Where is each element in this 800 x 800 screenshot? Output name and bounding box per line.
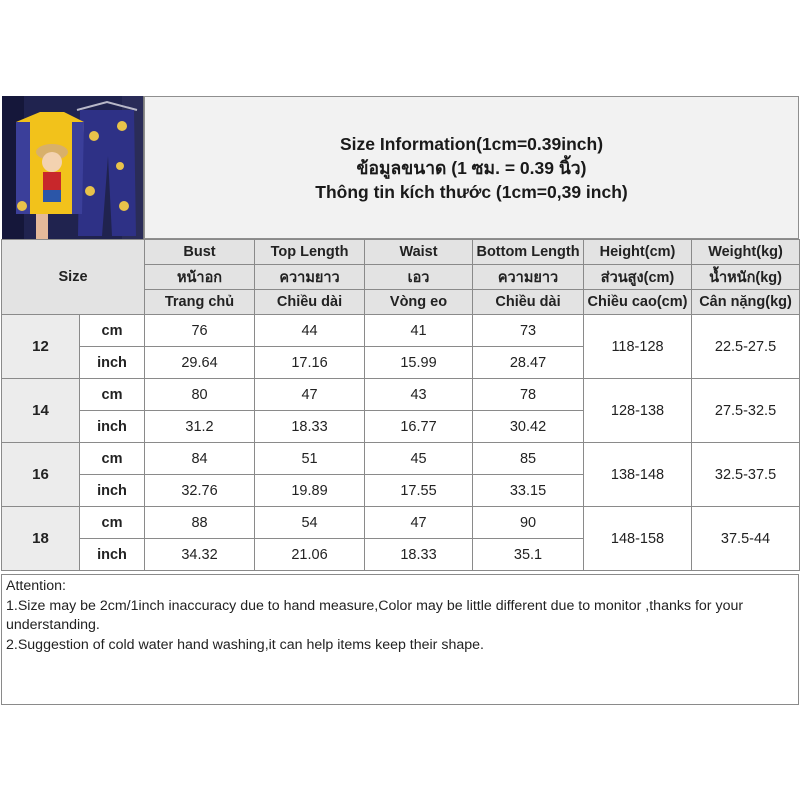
waist-value: 17.55 xyxy=(365,475,473,507)
unit-label: cm xyxy=(80,443,145,475)
header-top-length: Top Length xyxy=(255,240,365,265)
header-weight-vi: Cân nặng(kg) xyxy=(692,290,800,315)
waist-value: 41 xyxy=(365,315,473,347)
waist-value: 16.77 xyxy=(365,411,473,443)
header-weight-thai: น้ำหนัก(kg) xyxy=(692,265,800,290)
bust-value: 31.2 xyxy=(145,411,255,443)
waist-value: 43 xyxy=(365,379,473,411)
title-thai: ข้อมูลขนาด (1 ซม. = 0.39 นิ้ว) xyxy=(356,157,587,178)
waist-value: 18.33 xyxy=(365,539,473,571)
top-length-value: 44 xyxy=(255,315,365,347)
bottom-length-value: 35.1 xyxy=(473,539,584,571)
attention-heading: Attention: xyxy=(6,578,66,594)
title-english: Size Information(1cm=0.39inch) xyxy=(339,133,604,154)
weight-value: 32.5-37.5 xyxy=(692,443,800,507)
header-top-length-vi: Chiều dài xyxy=(255,290,365,315)
top-length-value: 54 xyxy=(255,507,365,539)
bottom-length-value: 85 xyxy=(473,443,584,475)
product-photo xyxy=(2,96,144,239)
unit-label: cm xyxy=(80,315,145,347)
unit-label: inch xyxy=(80,539,145,571)
unit-label: inch xyxy=(80,347,145,379)
bottom-length-value: 33.15 xyxy=(473,475,584,507)
bust-value: 32.76 xyxy=(145,475,255,507)
size-info-title xyxy=(144,96,799,239)
attention-notes xyxy=(1,574,799,705)
bust-value: 76 xyxy=(145,315,255,347)
header-bust: Bust xyxy=(145,240,255,265)
bust-value: 84 xyxy=(145,443,255,475)
bust-value: 34.32 xyxy=(145,539,255,571)
header-bust-vi: Trang chủ xyxy=(145,290,255,315)
title-vietnamese: Thông tin kích thước (1cm=0,39 inch) xyxy=(315,181,628,202)
weight-value: 22.5-27.5 xyxy=(692,315,800,379)
header-row-english xyxy=(2,240,800,265)
height-value: 138-148 xyxy=(584,443,692,507)
header-waist-vi: Vòng eo xyxy=(365,290,473,315)
header-waist-thai: เอว xyxy=(365,265,473,290)
attention-note-2: 2.Suggestion of cold water hand washing,it can help items keep their shape. xyxy=(6,636,484,653)
size-label: 12 xyxy=(2,315,80,379)
unit-label: cm xyxy=(80,379,145,411)
header-top-length-thai: ความยาว xyxy=(255,265,365,290)
header-height: Height(cm) xyxy=(584,240,692,265)
bust-value: 29.64 xyxy=(145,347,255,379)
size-column-header: Size xyxy=(2,240,145,315)
waist-value: 15.99 xyxy=(365,347,473,379)
size-label: 16 xyxy=(2,443,80,507)
header-weight: Weight(kg) xyxy=(692,240,800,265)
top-length-value: 51 xyxy=(255,443,365,475)
size-chart-table xyxy=(1,239,800,571)
top-length-value: 19.89 xyxy=(255,475,365,507)
table-row xyxy=(2,379,800,411)
waist-value: 47 xyxy=(365,507,473,539)
bust-value: 88 xyxy=(145,507,255,539)
height-value: 128-138 xyxy=(584,379,692,443)
header-bottom-length-vi: Chiều dài xyxy=(473,290,584,315)
product-illustration xyxy=(2,96,143,239)
bottom-length-value: 78 xyxy=(473,379,584,411)
bottom-length-value: 73 xyxy=(473,315,584,347)
table-row xyxy=(2,315,800,347)
bottom-length-value: 28.47 xyxy=(473,347,584,379)
weight-value: 27.5-32.5 xyxy=(692,379,800,443)
size-label: 18 xyxy=(2,507,80,571)
header-height-thai: ส่วนสูง(cm) xyxy=(584,265,692,290)
bottom-length-value: 90 xyxy=(473,507,584,539)
top-length-value: 17.16 xyxy=(255,347,365,379)
header-bust-thai: หน้าอก xyxy=(145,265,255,290)
height-value: 118-128 xyxy=(584,315,692,379)
table-row xyxy=(2,507,800,539)
table-row xyxy=(2,443,800,475)
header-waist: Waist xyxy=(365,240,473,265)
waist-value: 45 xyxy=(365,443,473,475)
unit-label: inch xyxy=(80,411,145,443)
header-bottom-length-thai: ความยาว xyxy=(473,265,584,290)
height-value: 148-158 xyxy=(584,507,692,571)
header-height-vi: Chiều cao(cm) xyxy=(584,290,692,315)
top-length-value: 18.33 xyxy=(255,411,365,443)
bottom-length-value: 30.42 xyxy=(473,411,584,443)
top-length-value: 21.06 xyxy=(255,539,365,571)
weight-value: 37.5-44 xyxy=(692,507,800,571)
unit-label: inch xyxy=(80,475,145,507)
top-length-value: 47 xyxy=(255,379,365,411)
header-bottom-length: Bottom Length xyxy=(473,240,584,265)
unit-label: cm xyxy=(80,507,145,539)
attention-note-1: 1.Size may be 2cm/1inch inaccuracy due to hand measure,Color may be little different due to monitor ,thanks for your understanding. xyxy=(6,597,744,633)
size-label: 14 xyxy=(2,379,80,443)
bust-value: 80 xyxy=(145,379,255,411)
